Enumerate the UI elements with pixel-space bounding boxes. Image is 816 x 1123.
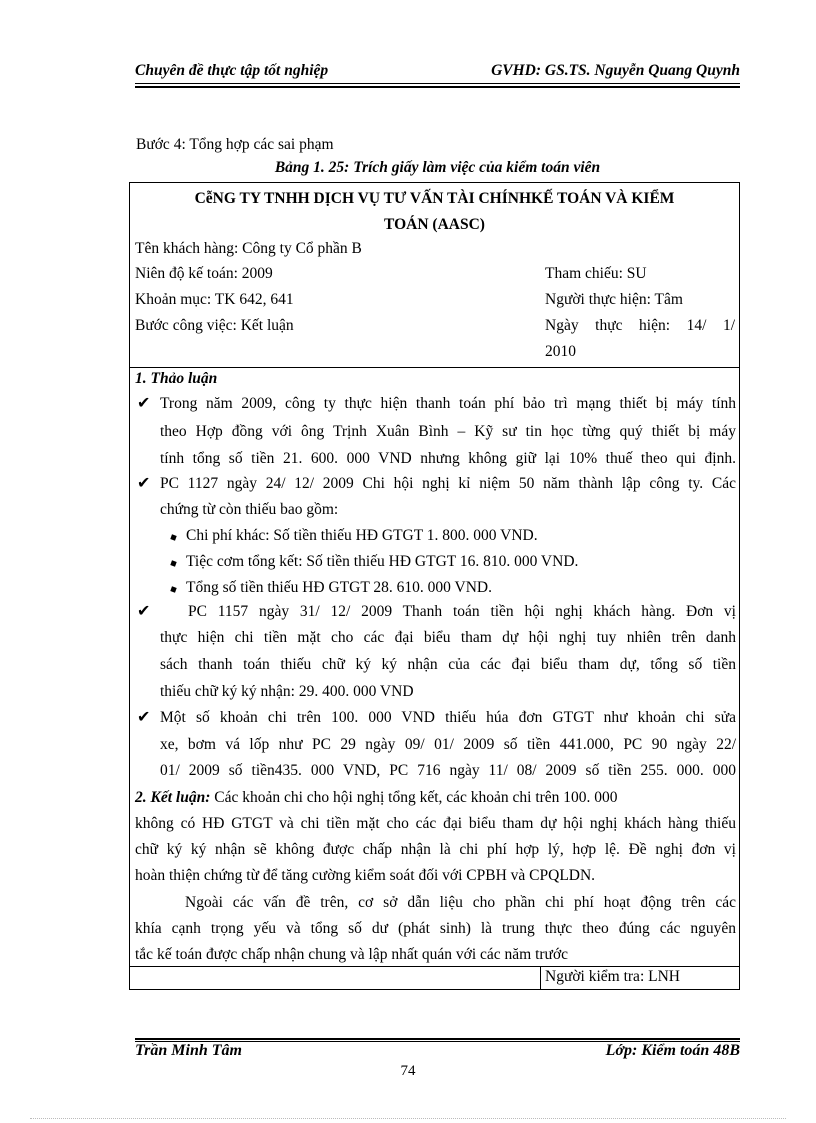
- reviewer-divider: [130, 966, 739, 967]
- fiscal-period: Niên độ kế toán: 2009: [135, 265, 273, 282]
- check-icon: ✔: [137, 395, 151, 412]
- header-rule-top: [135, 83, 740, 84]
- item1-line-1: Trong năm 2009, công ty thực hiện thanh toán phí bảo trì mạng thiết bị máy tính: [160, 395, 736, 412]
- conclusion-title: 2. Kết luận:: [135, 789, 211, 806]
- square-bullet-icon: [170, 586, 176, 592]
- table-caption: Bảng 1. 25: Trích giấy làm việc của kiểm toán viên: [274, 159, 601, 176]
- footer-rule-top: [135, 1038, 740, 1040]
- conclusion-para2-line-3: tắc kế toán được chấp nhận chung và lập nhất quán với các năm trước: [135, 946, 569, 963]
- conclusion-line-1: [135, 789, 736, 807]
- footer-author: Trần Minh Tâm: [135, 1042, 242, 1059]
- page-header: [135, 62, 740, 84]
- check-icon: ✔: [137, 603, 151, 620]
- header-title: Chuyên đề thực tập tốt nghiệp: [135, 62, 329, 79]
- square-bullet-icon: [170, 560, 176, 566]
- page-bottom-dotted-line: [30, 1118, 786, 1119]
- date-performed-line-2: 2010: [545, 343, 576, 360]
- conclusion-line-2: không có HĐ GTGT và chi tiền mặt cho các đại biểu tham dự hội nghị khách hàng thiếu: [135, 815, 736, 832]
- item4-line-3: 01/ 2009 số tiền435. 000 VND, PC 716 ngày 11/ 08/ 2009 số tiền 255. 000. 000: [160, 762, 736, 779]
- footer-class: Lớp: Kiểm toán 48B: [605, 1042, 740, 1059]
- item3-line-4: thiếu chữ ký ký nhận: 29. 400. 000 VND: [160, 683, 414, 700]
- company-name: [150, 186, 719, 238]
- sub-item-1: Chi phí khác: Số tiền thiếu HĐ GTGT 1. 800. 000 VND.: [186, 527, 538, 544]
- page-number: 74: [400, 1063, 416, 1079]
- conclusion-line-3: chữ ký ký nhận sẽ không được chấp nhận là chi phí hợp lý, hợp lệ. Đề nghị đơn vị: [135, 841, 736, 858]
- working-paper-table: [129, 182, 740, 990]
- item2-line-1: PC 1127 ngày 24/ 12/ 2009 Chi hội nghị kỉ niệm 50 năm thành lập công ty. Các: [160, 475, 736, 492]
- item3-line-2: thực hiện chi tiền mặt cho các đại biểu tham dự hội nghị tuy nhiên trên danh: [160, 629, 736, 646]
- info-divider: [130, 367, 739, 368]
- date-performed-line-1: Ngày thực hiện: 14/ 1/: [545, 317, 735, 334]
- client-name: Tên khách hàng: Công ty Cổ phần B: [135, 240, 362, 257]
- performer: Người thực hiện: Tâm: [545, 291, 683, 308]
- item4-line-1: Một số khoản chi trên 100. 000 VND thiếu húa đơn GTGT như khoản chi sửa: [160, 709, 736, 726]
- sub-item-3: Tổng số tiền thiếu HĐ GTGT 28. 610. 000 VND.: [186, 579, 492, 596]
- step-label: Bước 4: Tổng hợp các sai phạm: [136, 136, 334, 153]
- discussion-title: 1. Thảo luận: [135, 370, 218, 387]
- square-bullet-icon: [170, 534, 176, 540]
- header-rule-bottom: [135, 86, 740, 88]
- account-item: Khoản mục: TK 642, 641: [135, 291, 294, 308]
- conclusion-para2-line-2: khía cạnh trọng yếu và tổng số dư (phát sinh) là trung thực theo đúng các nguyên: [135, 920, 736, 937]
- conclusion-line-1-text: Các khoản chi cho hội nghị tổng kết, các khoản chi trên 100. 000: [214, 789, 618, 806]
- conclusion-line-4: hoàn thiện chứng từ để tăng cường kiểm soát đối với CPBH và CPQLDN.: [135, 867, 596, 884]
- item3-line-1: PC 1157 ngày 31/ 12/ 2009 Thanh toán tiền hội nghị khách hàng. Đơn vị: [188, 603, 736, 620]
- item4-line-2: xe, bơm vá lốp như PC 29 ngày 09/ 01/ 2009 số tiền 441.000, PC 90 ngày 22/: [160, 736, 736, 753]
- check-icon: ✔: [137, 709, 151, 726]
- conclusion-para2-line-1: Ngoài các vấn đề trên, cơ sở dẫn liệu cho phần chi phí hoạt động trên các: [185, 894, 736, 911]
- company-line-2: TOÁN (AASC): [384, 216, 485, 233]
- company-line-1: CễNG TY TNHH DỊCH VỤ TƯ VẤN TÀI CHÍNHKẾ TOÁN VÀ KIỂM: [194, 190, 675, 207]
- reviewer-cell-divider: [540, 966, 541, 990]
- reference: Tham chiếu: SU: [545, 265, 647, 282]
- work-step: Bước công việc: Kết luận: [135, 317, 294, 334]
- item2-line-2: chứng từ còn thiếu bao gồm:: [160, 501, 339, 518]
- item1-line-3: tính tổng số tiền 21. 600. 000 VND nhưng không giữ lại 10% thuế theo qui định.: [160, 450, 736, 467]
- page-footer: [135, 1042, 740, 1064]
- header-supervisor: GVHD: GS.TS. Nguyễn Quang Quynh: [491, 62, 740, 79]
- check-icon: ✔: [137, 475, 151, 492]
- sub-item-2: Tiệc cơm tổng kết: Số tiền thiếu HĐ GTGT 16. 810. 000 VND.: [186, 553, 579, 570]
- item1-line-2: theo Hợp đồng với ông Trịnh Xuân Bình – Kỹ sư tin học từng quý thiết bị máy: [160, 423, 736, 440]
- reviewer: Người kiểm tra: LNH: [545, 968, 680, 985]
- item3-line-3: sách thanh toán thiếu chữ ký ký nhận của các đại biểu tham dự, tổng số tiền: [160, 656, 736, 673]
